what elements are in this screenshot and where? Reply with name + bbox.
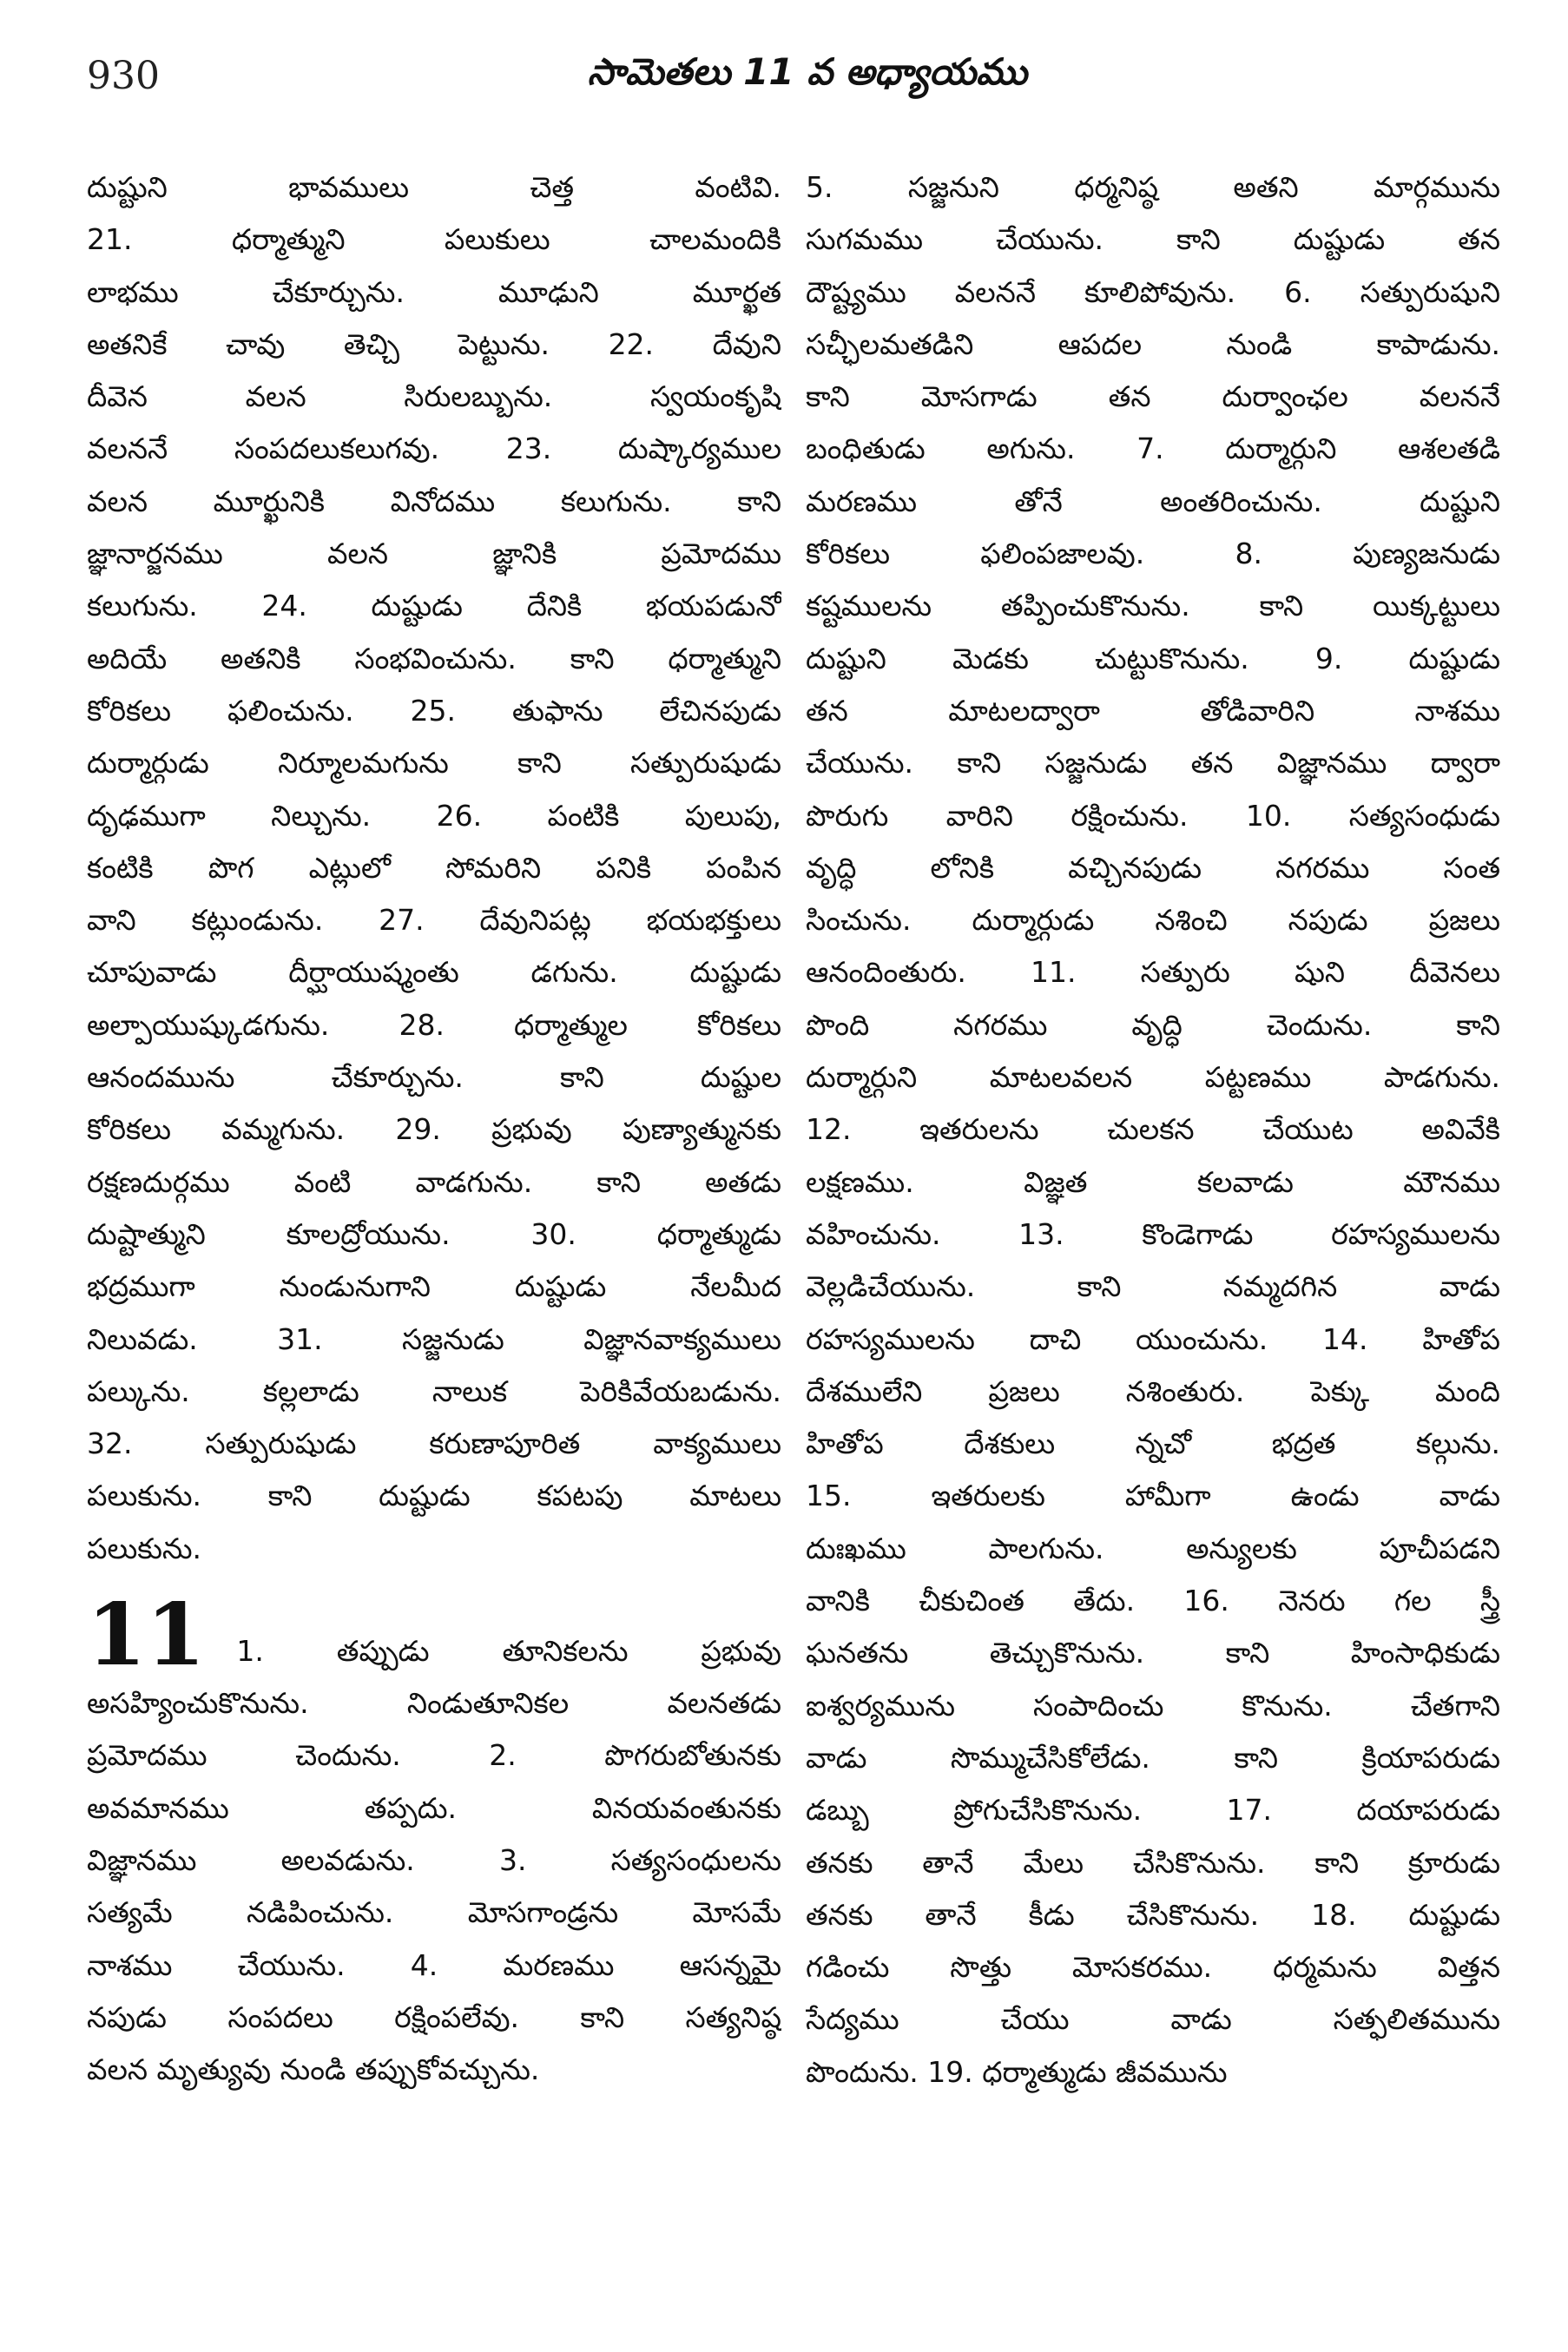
text-line: బంధితుడు అగును. 7. దుర్మార్గుని ఆశలతడి <box>806 432 1500 466</box>
text-line: తనకు తానే మేలు చేసికొనును. కాని క్రూరుడు <box>806 1845 1500 1880</box>
text-line: ఘనతను తెచ్చుకొనును. కాని హింసాధికుడు <box>806 1636 1500 1670</box>
text-line: ఆనందమును చేకూర్చును. కాని దుష్టుల <box>87 1060 781 1095</box>
text-line: దుర్మార్గుడు నిర్మూలమగును కాని సత్పురుషుడు <box>87 746 781 781</box>
text-line: రహస్యములను దాచి యుంచును. 14. హితోప <box>806 1321 1500 1356</box>
text-line: సించును. దుర్మార్గుడు నశించి నపుడు ప్రజలు <box>806 903 1500 938</box>
text-line: దేశములేని ప్రజలు నశింతురు. పెక్కు మంది <box>806 1374 1500 1408</box>
chapter-start <box>87 1575 781 1686</box>
text-line: విజ్ఞానము అలవడును. 3. సత్యసంధులను <box>87 1842 781 1877</box>
text-line: పొరుగు వారిని రక్షించును. 10. సత్యసంధుడు <box>806 798 1500 833</box>
text-line: కంటికి పొగ ఎట్లులో సోమరిని పనికి పంపిన <box>87 850 781 885</box>
text-line: కలుగును. 24. దుష్టుడు దేనికి భయపడునో <box>87 589 781 623</box>
text-line: దౌష్ట్యము వలననే కూలిపోవును. 6. సత్పురుషుని <box>806 274 1500 309</box>
text-line: వానికి చీకుచింత తేదు. 16. నెనరు గల స్త్రీ <box>806 1584 1500 1618</box>
text-line: వాడు సొమ్ముచేసికోలేడు. కాని క్రియాపరుడు <box>806 1740 1500 1775</box>
text-line: దుర్మార్గుని మాటలవలన పట్టణము పాడగును. <box>806 1060 1500 1095</box>
text-line: పలుకును. <box>87 1531 201 1565</box>
text-line: లక్షణము. విజ్ఞత కలవాడు మౌనము <box>806 1164 1500 1199</box>
text-line: తనకు తానే కీడు చేసికొనును. 18. దుష్టుడు <box>806 1897 1500 1932</box>
chapter-first-line: 1. తప్పుడు తూనికలను ప్రభువు <box>236 1633 781 1668</box>
text-line: ఐశ్వర్యమును సంపాదించు కొనును. చేతగాని <box>806 1688 1500 1723</box>
text-line: దృఢముగా నిల్చును. 26. పంటికి పులుపు, <box>87 798 781 833</box>
text-line: వలననే సంపదలుకలుగవు. 23. దుష్కార్యముల <box>87 432 781 466</box>
text-line: పొందును. 19. ధర్మాత్ముడు జీవమును <box>806 2054 1228 2089</box>
text-line: హితోప దేశకులు న్నచో భద్రత కల్గును. <box>806 1426 1500 1461</box>
text-line: నాశము చేయును. 4. మరణము ఆసన్నమై <box>87 1947 781 1982</box>
text-line: సత్యమే నడిపించును. మోసగాండ్రను మోసమే <box>87 1895 781 1930</box>
text-line: వలన మృత్యువు నుండి తప్పుకోవచ్చును. <box>87 2052 540 2087</box>
left-column <box>87 161 781 2096</box>
text-line: అసహ్యించుకొనును. నిండుతూనికల వలనతడు <box>87 1686 781 1721</box>
text-line: వెల్లడిచేయును. కాని నమ్మదగిన వాడు <box>806 1269 1500 1304</box>
text-line: 15. ఇతరులకు హామీగా ఉండు వాడు <box>806 1479 1500 1513</box>
text-line: సేద్యము చేయు వాడు సత్ఫలితమును <box>806 2002 1500 2037</box>
text-line: కోరికలు ఫలింపజాలవు. 8. పుణ్యజనుడు <box>806 537 1500 571</box>
text-line: అతనికే చావు తెచ్చి పెట్టును. 22. దేవుని <box>87 326 781 361</box>
text-line: పల్కును. కల్లలాడు నాలుక పెరికివేయబడును. <box>87 1374 781 1408</box>
text-line: నిలువడు. 31. సజ్జనుడు విజ్ఞానవాక్యములు <box>87 1321 781 1356</box>
text-line: 21. ధర్మాత్ముని పలుకులు చాలమందికి <box>87 222 781 257</box>
text-line: వాని కట్లుండును. 27. దేవునిపట్ల భయభక్తులు <box>87 903 781 938</box>
text-line: 12. ఇతరులను చులకన చేయుట అవివేకి <box>806 1112 1500 1147</box>
text-line: ప్రమోదము చెందును. 2. పొగరుబోతునకు <box>87 1738 781 1773</box>
text-line: దుష్టుని భావములు చెత్త వంటివి. <box>87 170 781 204</box>
text-line: పలుకును. కాని దుష్టుడు కపటపు మాటలు <box>87 1479 781 1513</box>
text-line: అల్పాయుష్కుడగును. 28. ధర్మాత్ముల కోరికలు <box>87 1007 781 1042</box>
text-line: మరణము తోనే అంతరించును. దుష్టుని <box>806 484 1500 518</box>
text-line: కష్టములను తప్పించుకొనును. కాని యిక్కట్టులు <box>806 589 1500 623</box>
text-line: చేయును. కాని సజ్జనుడు తన విజ్ఞానము ద్వారా <box>806 746 1500 781</box>
text-line: కోరికలు వమ్మగును. 29. ప్రభువు పుణ్యాత్మునకు <box>87 1112 781 1147</box>
text-line: రక్షణదుర్గము వంటి వాడగును. కాని అతడు <box>87 1164 781 1199</box>
text-line: సచ్ఛీలమతడిని ఆపదల నుండి కాపాడును. <box>806 326 1500 361</box>
text-line: దుష్టుని మెడకు చుట్టుకొనును. 9. దుష్టుడు <box>806 641 1500 675</box>
text-line: ఆనందింతురు. 11. సత్పురు షుని దీవెనలు <box>806 955 1500 990</box>
text-line: భద్రముగా నుండునుగాని దుష్టుడు నేలమీద <box>87 1269 781 1304</box>
text-line: కాని మోసగాడు తన దుర్వాంఛల వలననే <box>806 379 1500 414</box>
text-line: తన మాటలద్వారా తోడివారిని నాశము <box>806 693 1500 728</box>
text-line: నపుడు సంపదలు రక్షింపలేవు. కాని సత్యనిష్ఠ <box>87 2000 781 2034</box>
chapter-number: 11 <box>87 1585 206 1686</box>
text-line: చూపువాడు దీర్ఘాయుష్మంతు డగును. దుష్టుడు <box>87 955 781 990</box>
text-line: పొంది నగరము వృద్ధి చెందును. కాని <box>806 1007 1500 1042</box>
text-line: వలన మూర్ఖునికి వినోదము కలుగును. కాని <box>87 484 781 518</box>
text-line: సుగమము చేయును. కాని దుష్టుడు తన <box>806 222 1500 257</box>
text-line: గడించు సొత్తు మోసకరము. ధర్మమను విత్తన <box>806 1950 1500 1985</box>
text-line: అదియే అతనికి సంభవించును. కాని ధర్మాత్ముని <box>87 641 781 675</box>
right-column <box>806 161 1500 2098</box>
text-line: జ్ఞానార్జనము వలన జ్ఞానికి ప్రమోదము <box>87 537 781 571</box>
text-line: 5. సజ్జనుని ధర్మనిష్ఠ అతని మార్గమును <box>806 170 1500 204</box>
running-title: సామెతలు 11 వ అధ్యాయము <box>587 50 1028 93</box>
page-number: 930 <box>87 54 160 98</box>
text-line: దుఃఖము పాలగును. అన్యులకు పూచీపడని <box>806 1531 1500 1565</box>
text-line: కోరికలు ఫలించును. 25. తుఫాను లేచినపుడు <box>87 693 781 728</box>
text-line: వృద్ధి లోనికి వచ్చినపుడు నగరము సంత <box>806 850 1500 885</box>
text-line: దుష్టాత్ముని కూలద్రోయును. 30. ధర్మాత్ముడు <box>87 1216 781 1251</box>
text-line: అవమానము తప్పదు. వినయవంతునకు <box>87 1790 781 1825</box>
text-line: డబ్బు ప్రోగుచేసికొనును. 17. దయాపరుడు <box>806 1793 1500 1828</box>
text-line: వహించును. 13. కొండెగాడు రహస్యములను <box>806 1216 1500 1251</box>
text-line: లాభము చేకూర్చును. మూఢుని మూర్ఖత <box>87 274 781 309</box>
text-line: 32. సత్పురుషుడు కరుణాపూరిత వాక్యములు <box>87 1426 781 1461</box>
text-line: దీవెన వలన సిరులబ్బును. స్వయంకృషి <box>87 379 781 414</box>
